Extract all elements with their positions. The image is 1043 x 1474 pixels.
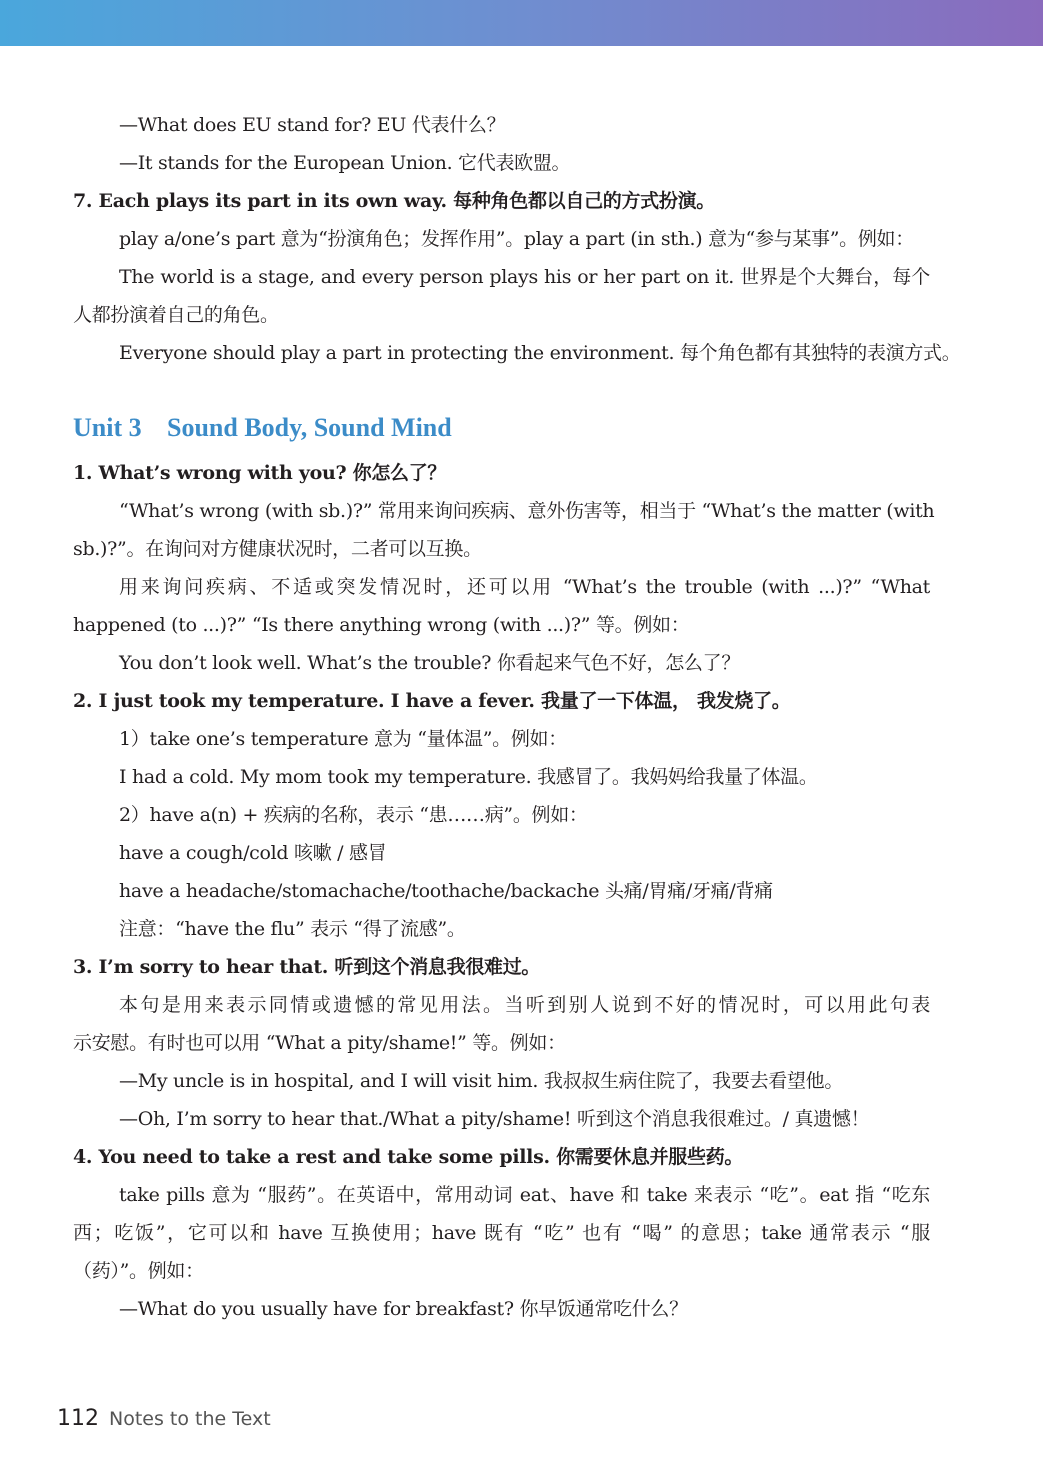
unit-heading	[73, 408, 930, 448]
running-title: Notes to the Text	[109, 1408, 271, 1430]
text-line: 人都扮演着自己的角色。	[73, 304, 279, 326]
text-line: The world is a stage, and every person plays his or her part on it. 世界是个大舞台，每个	[119, 266, 930, 288]
text-line: 注意：“have the flu” 表示 “得了流感”。	[119, 918, 466, 940]
text-line: play a/one’s part 意为“扮演角色；发挥作用”。play a part (in sth.) 意为“参与某事”。例如：	[119, 228, 914, 250]
text-line: 用来询问疾病、不适或突发情况时，还可以用 “What’s the trouble (with ...)?” “What	[119, 576, 930, 598]
text-line: 2）have a(n) + 疾病的名称，表示 “患……病”。例如：	[119, 804, 588, 826]
item-heading: 1. What’s wrong with you? 你怎么了？	[73, 462, 447, 484]
unit-title: Sound Body, Sound Mind	[167, 413, 452, 442]
item-heading: 3. I’m sorry to hear that. 听到这个消息我很难过。	[73, 956, 541, 978]
text-line: happened (to ...)?” “Is there anything wrong (with ...)?” 等。例如：	[73, 614, 690, 636]
text-line: “What’s wrong (with sb.)?” 常用来询问疾病、意外伤害等，相当于 “What’s the matter (with	[119, 500, 935, 522]
text-line: have a headache/stomachache/toothache/backache 头痛/胃痛/牙痛/背痛	[119, 880, 773, 902]
text-line: take pills 意为 “服药”。在英语中，常用动词 eat、have 和 take 来表示 “吃”。eat 指 “吃东	[119, 1184, 930, 1206]
text-line: Everyone should play a part in protecting the environment. 每个角色都有其独特的表演方式。	[119, 342, 961, 364]
text-line: —What does EU stand for? EU 代表什么？	[119, 114, 506, 136]
text-line: have a cough/cold 咳嗽 / 感冒	[119, 842, 387, 864]
page-number: 112	[57, 1406, 99, 1431]
text-line: sb.)?”。在询问对方健康状况时，二者可以互换。	[73, 538, 482, 560]
item-heading: 4. You need to take a rest and take some pills. 你需要休息并服些药。	[73, 1146, 744, 1168]
text-line: I had a cold. My mom took my temperature. 我感冒了。我妈妈给我量了体温。	[119, 766, 818, 788]
text-line: 示安慰。有时也可以用 “What a pity/shame!” 等。例如：	[73, 1032, 566, 1054]
text-line: You don’t look well. What’s the trouble? 你看起来气色不好，怎么了？	[119, 652, 741, 674]
text-line: 西；吃饭”，它可以和 have 互换使用；have 既有 “吃” 也有 “喝” 的意思；take 通常表示 “服	[73, 1222, 930, 1244]
page-footer	[57, 1404, 271, 1434]
text-line: 本句是用来表示同情或遗憾的常见用法。当听到别人说到不好的情况时，可以用此句表	[119, 994, 930, 1016]
unit-number: Unit 3	[73, 413, 142, 442]
item-heading: 7. Each plays its part in its own way. 每种角色都以自己的方式扮演。	[73, 190, 715, 212]
item-heading: 2. I just took my temperature. I have a fever. 我量了一下体温， 我发烧了。	[73, 690, 791, 712]
text-line: —Oh, I’m sorry to hear that./What a pity/shame! 听到这个消息我很难过。/ 真遗憾！	[119, 1108, 870, 1130]
text-line: —My uncle is in hospital, and I will visit him. 我叔叔生病住院了，我要去看望他。	[119, 1070, 844, 1092]
page-content	[73, 106, 961, 1328]
header-gradient-bar	[0, 0, 1043, 46]
text-line: （药）”。例如：	[73, 1260, 204, 1282]
text-line: —What do you usually have for breakfast? 你早饭通常吃什么？	[119, 1298, 688, 1320]
text-line: 1）take one’s temperature 意为 “量体温”。例如：	[119, 728, 567, 750]
text-line: —It stands for the European Union. 它代表欧盟。	[119, 152, 571, 174]
